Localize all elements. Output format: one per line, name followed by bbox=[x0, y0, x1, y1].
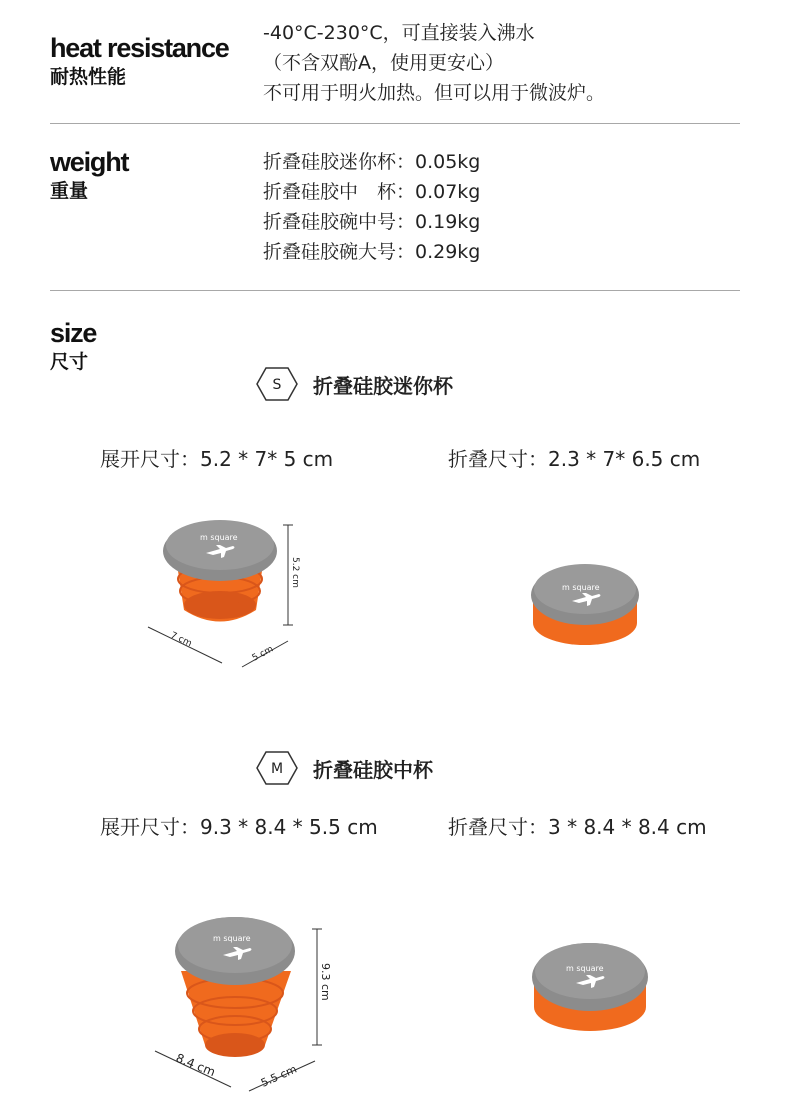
divider bbox=[50, 123, 740, 124]
heat-line-2: （不含双酚A，使用更安心） bbox=[263, 52, 504, 74]
heat-resistance-text bbox=[263, 18, 605, 108]
medium-brand-text: m square bbox=[213, 934, 251, 943]
medium-width-label: 5.5 cm bbox=[258, 1062, 299, 1090]
heat-resistance-label-cn: 耐热性能 bbox=[50, 66, 127, 88]
small-height-label: 5.2 cm bbox=[290, 557, 300, 588]
weight-label: weight bbox=[50, 147, 129, 177]
medium-expanded-size: 展开尺寸：9.3 * 8.4 * 5.5 cm bbox=[100, 815, 378, 839]
weight-line-1: 折叠硅胶迷你杯：0.05kg bbox=[263, 151, 481, 173]
medium-length-label: 8.4 cm bbox=[173, 1050, 218, 1080]
small-folded-brand-text: m square bbox=[562, 583, 600, 592]
weight-line-4: 折叠硅胶碗大号：0.29kg bbox=[263, 241, 481, 263]
small-badge-letter: S bbox=[272, 377, 282, 393]
weight-label-cn: 重量 bbox=[50, 180, 89, 202]
medium-cup-folded-image bbox=[520, 935, 660, 1045]
medium-cup-expanded-image bbox=[145, 905, 345, 1105]
small-brand-text: m square bbox=[200, 533, 238, 542]
heat-resistance-label: heat resistance bbox=[50, 33, 229, 63]
weight-text bbox=[263, 147, 480, 267]
medium-folded-brand-text: m square bbox=[566, 964, 604, 973]
heat-line-3: 不可用于明火加热。但可以用于微波炉。 bbox=[263, 82, 606, 104]
heat-line-1: -40°C-230°C，可直接装入沸水 bbox=[263, 22, 535, 44]
small-cup-folded-image bbox=[520, 555, 650, 655]
weight-line-3: 折叠硅胶碗中号：0.19kg bbox=[263, 211, 481, 233]
small-cup-expanded-image bbox=[140, 505, 310, 675]
small-cup-heading bbox=[255, 366, 453, 402]
small-folded-size: 折叠尺寸：2.3 * 7* 6.5 cm bbox=[448, 447, 701, 471]
divider bbox=[50, 290, 740, 291]
medium-badge-letter: M bbox=[270, 761, 284, 777]
medium-cup-title: 折叠硅胶中杯 bbox=[313, 757, 433, 782]
hexagon-badge-icon bbox=[255, 366, 299, 402]
weight-line-2: 折叠硅胶中 杯：0.07kg bbox=[263, 181, 481, 203]
size-label: size bbox=[50, 318, 97, 348]
size-label-cn: 尺寸 bbox=[50, 351, 89, 373]
hexagon-badge-icon bbox=[255, 750, 299, 786]
medium-folded-size: 折叠尺寸：3 * 8.4 * 8.4 cm bbox=[448, 815, 707, 839]
small-length-label: 7 cm bbox=[168, 630, 194, 650]
small-cup-title: 折叠硅胶迷你杯 bbox=[313, 373, 453, 398]
small-expanded-size: 展开尺寸：5.2 * 7* 5 cm bbox=[100, 447, 334, 471]
medium-cup-heading bbox=[255, 750, 433, 786]
medium-height-label: 9.3 cm bbox=[319, 963, 332, 1001]
small-width-label: 5 cm bbox=[250, 644, 276, 664]
